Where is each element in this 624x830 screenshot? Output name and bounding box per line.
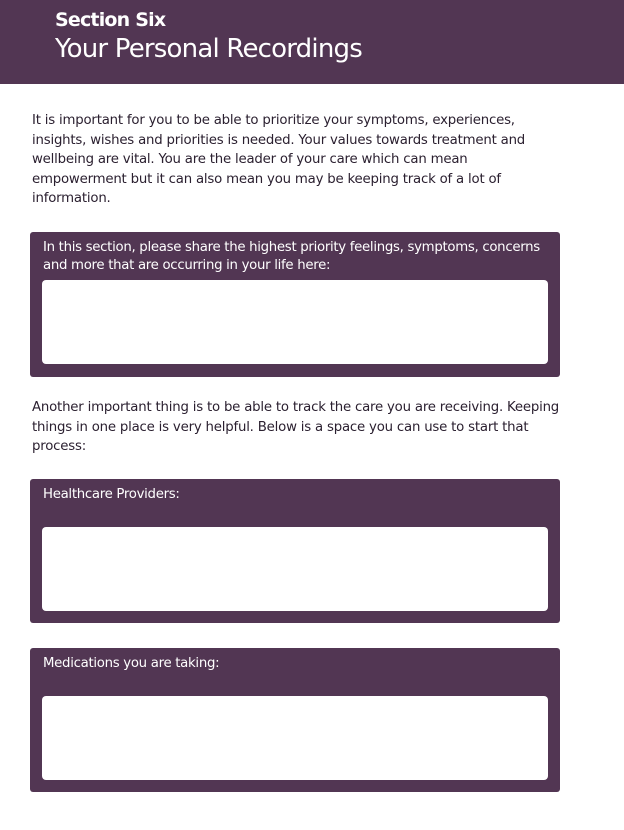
medications-panel-label: Medications you are taking: bbox=[43, 656, 220, 671]
providers-input[interactable] bbox=[42, 527, 548, 611]
providers-panel bbox=[30, 479, 560, 623]
medications-input[interactable] bbox=[42, 696, 548, 780]
page-title: Your Personal Recordings bbox=[55, 34, 362, 64]
providers-panel-label: Healthcare Providers: bbox=[43, 487, 180, 502]
priority-input[interactable] bbox=[42, 280, 548, 364]
intro-paragraph: It is important for you to be able to prioritize your symptoms, experiences, insights, wishes and priorities is needed. Your values towards treatment and wellbeing are vital. You are the leader of your care which can mean empowerment but it can also mean you may be keeping track of a lot of information. bbox=[32, 113, 526, 207]
medications-panel bbox=[30, 648, 560, 792]
section-header bbox=[0, 0, 624, 84]
priority-panel bbox=[30, 232, 560, 377]
tracking-paragraph: Another important thing is to be able to track the care you are receiving. Keeping things in one place is very helpful. Below is a space you can use to start that process: bbox=[32, 400, 560, 455]
priority-panel-label: In this section, please share the highest priority feelings, symptoms, concerns and more that are occurring in your life here: bbox=[43, 240, 540, 273]
section-label: Section Six bbox=[55, 9, 166, 31]
